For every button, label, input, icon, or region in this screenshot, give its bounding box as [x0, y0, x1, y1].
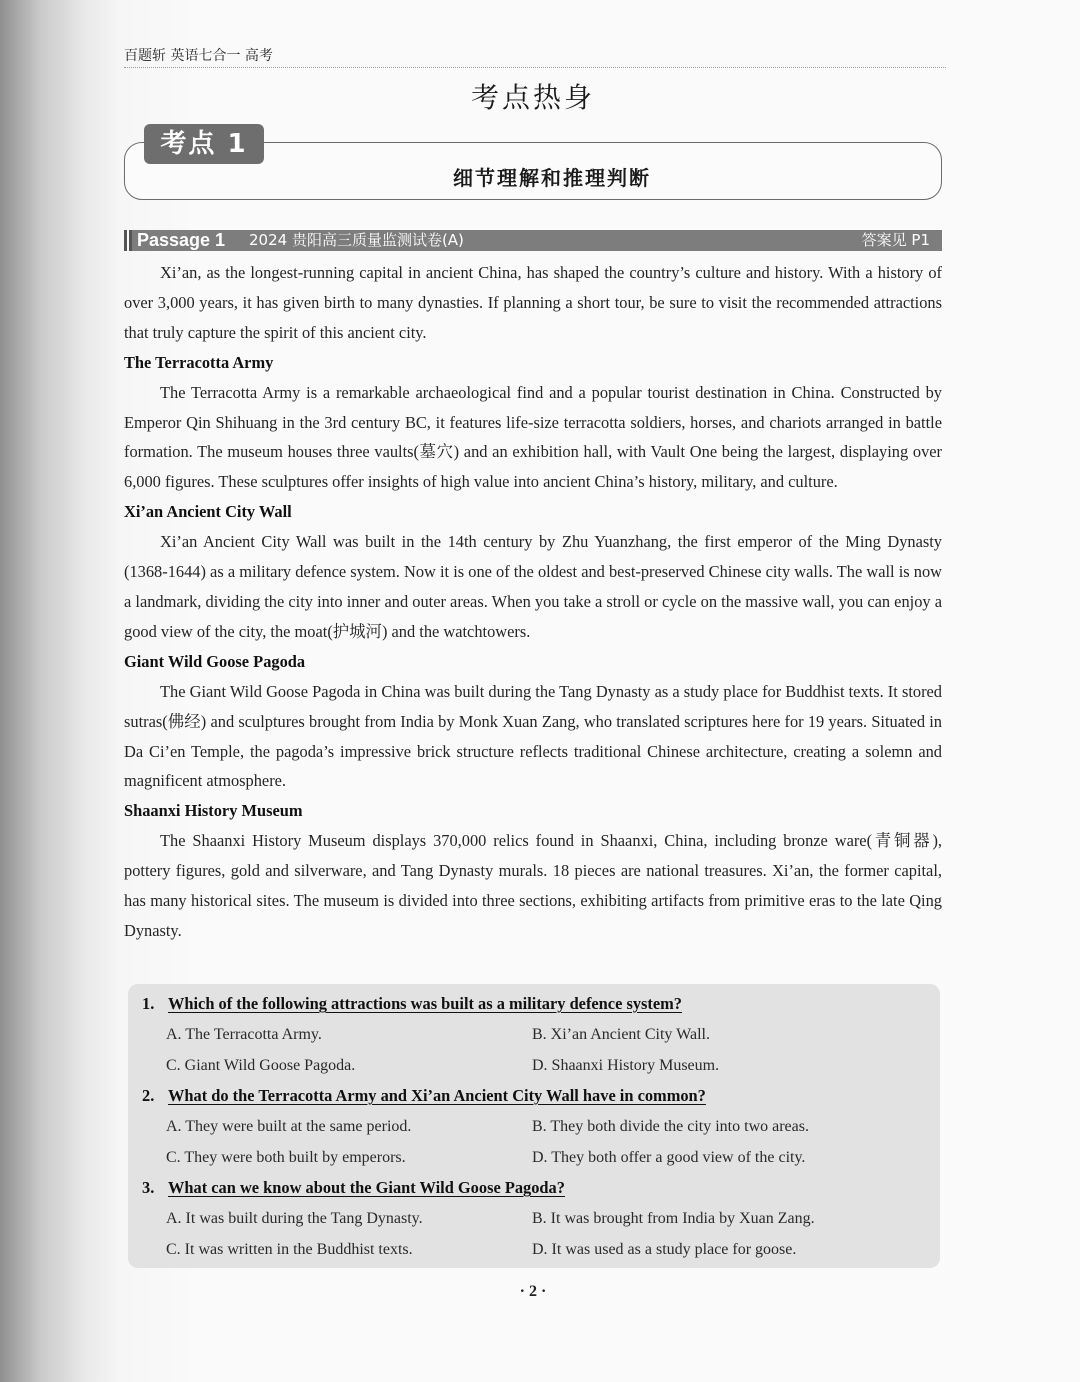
questions-box	[128, 984, 940, 1268]
section-body: The Terracotta Army is a remarkable archaeological find and a popular tourist destination in China. Constructed by Emperor Qin Shihuang in the 3rd century BC, it features life-size terracotta soldiers, horses, and chariots arranged in battle formation. The museum houses three vaults(墓穴) and an exhibition hall, with Vault One being the largest, displaying over 6,000 figures. These sculptures offer insights of high value into ancient China’s history, military, and culture.	[124, 382, 942, 492]
question-2	[142, 1086, 706, 1106]
passage-label: Passage 1	[137, 230, 226, 250]
question-stem: What do the Terracotta Army and Xi’an Ancient City Wall have in common?	[168, 1086, 706, 1105]
section-body: The Shaanxi History Museum displays 370,000 relics found in Shaanxi, China, including bronze ware(青铜器), pottery figures, gold and silverware, and Tang Dynasty murals. 18 pieces are national treasures. Xi’an, the former capital, has many historical sites. The museum is divided into three sections, exhibiting artifacts from primitive eras to the late Qing Dynasty.	[124, 831, 942, 940]
option-3d[interactable]: D. It was used as a study place for goose.	[532, 1241, 797, 1258]
header-text: 百题斩 英语七合一 高考	[124, 48, 273, 64]
section-heading: Shaanxi History Museum	[124, 801, 303, 821]
question-number: 3.	[142, 1178, 155, 1197]
question-stem: What can we know about the Giant Wild Goose Pagoda?	[168, 1178, 565, 1197]
option-1c[interactable]: C. Giant Wild Goose Pagoda.	[166, 1057, 356, 1074]
option-3a[interactable]: A. It was built during the Tang Dynasty.	[166, 1210, 423, 1227]
option-2b[interactable]: B. They both divide the city into two areas.	[532, 1118, 809, 1135]
passage-source: 2024 贵阳高三质量监测试卷(A)	[249, 231, 464, 249]
passage-intro: Xi’an, as the longest-running capital in ancient China, has shaped the country’s culture and history. With a history of over 3,000 years, it has given birth to many dynasties. If planning a short tour, be sure to visit the recommended attractions that truly capture the spirit of this ancient city.	[124, 263, 942, 342]
section-body: The Giant Wild Goose Pagoda in China was built during the Tang Dynasty as a study place for Buddhist texts. It stored sutras(佛经) and sculptures brought from India by Monk Xuan Zang, who translated scriptures here for 19 years. Situated in Da Ci’en Temple, the pagoda’s impressive brick structure reflects traditional Chinese architecture, creating a solemn and magnificent atmosphere.	[124, 681, 942, 791]
topic-label: 考点 1	[144, 124, 264, 164]
page-number: · 2 ·	[519, 1283, 547, 1300]
section-title: 考点热身	[470, 81, 595, 114]
option-2a[interactable]: A. They were built at the same period.	[166, 1118, 412, 1135]
running-header	[124, 47, 946, 68]
passage-bar	[124, 230, 942, 251]
question-stem: Which of the following attractions was built as a military defence system?	[168, 994, 682, 1013]
question-3	[142, 1178, 565, 1198]
answer-reference: 答案见 P1	[861, 231, 930, 249]
question-number: 2.	[142, 1086, 155, 1105]
section-heading: The Terracotta Army	[124, 352, 274, 372]
section-heading: Xi’an Ancient City Wall	[124, 502, 292, 522]
passage-text	[124, 258, 942, 946]
question-1	[142, 994, 682, 1014]
option-2d[interactable]: D. They both offer a good view of the city.	[532, 1149, 806, 1166]
option-1d[interactable]: D. Shaanxi History Museum.	[532, 1057, 720, 1074]
option-1a[interactable]: A. The Terracotta Army.	[166, 1026, 322, 1043]
passage-bar-ticks	[124, 230, 132, 251]
option-2c[interactable]: C. They were both built by emperors.	[166, 1149, 406, 1166]
section-heading: Giant Wild Goose Pagoda	[124, 651, 306, 671]
topic-title: 细节理解和推理判断	[453, 166, 651, 190]
question-number: 1.	[142, 994, 155, 1013]
option-3b[interactable]: B. It was brought from India by Xuan Zang.	[532, 1210, 815, 1227]
book-page	[124, 0, 942, 1382]
option-3c[interactable]: C. It was written in the Buddhist texts.	[166, 1241, 413, 1258]
section-body: Xi’an Ancient City Wall was built in the 14th century by Zhu Yuanzhang, the first emperor of the Ming Dynasty (1368-1644) as a military defence system. Now it is one of the oldest and best-preserved Chinese city walls. The wall is now a landmark, dividing the city into inner and outer areas. When you take a stroll or cycle on the massive wall, you can enjoy a good view of the city, the moat(护城河) and the watchtowers.	[124, 532, 942, 641]
option-1b[interactable]: B. Xi’an Ancient City Wall.	[532, 1026, 710, 1043]
